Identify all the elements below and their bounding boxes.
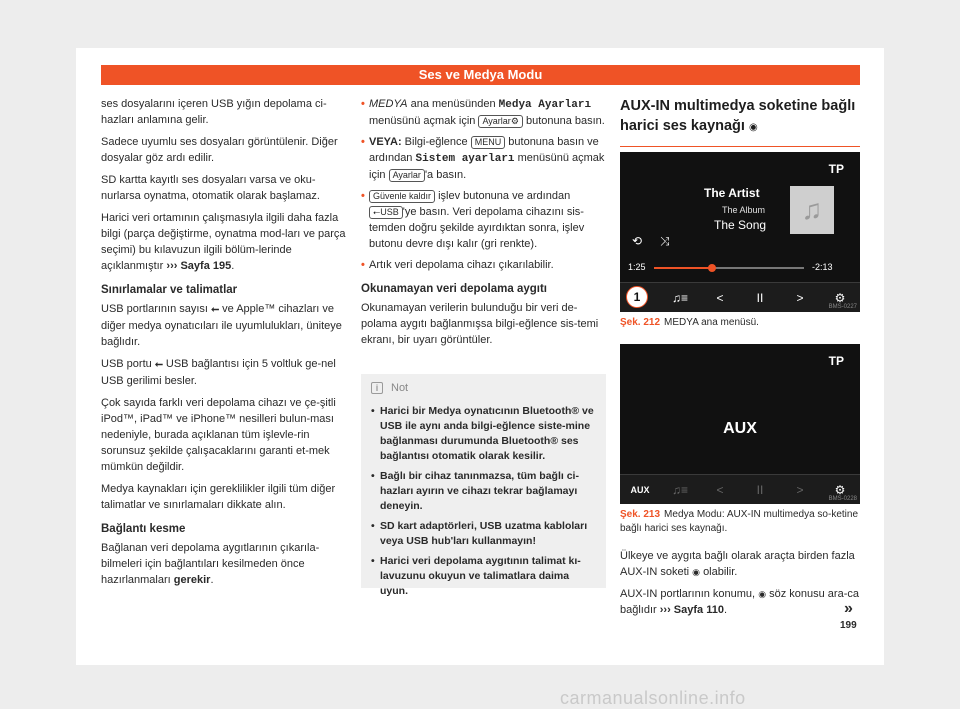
caption-text: MEDYA ana menüsü.: [664, 317, 759, 328]
aux-label: AUX: [723, 420, 757, 437]
section-header: Ses ve Medya Modu: [101, 65, 860, 85]
menu-button-label: MENU: [471, 136, 506, 149]
paragraph: ses dosyalarını içeren USB yığın depolama ci-hazları anlamına gelir.: [101, 98, 327, 126]
subheading: Bağlantı kesme: [101, 523, 186, 535]
figure-code: BMS-0228: [828, 496, 857, 502]
menu-label: Sistem ayarları: [415, 153, 515, 165]
tp-indicator: TP: [828, 162, 844, 176]
paragraph-text: olabilir.: [703, 566, 738, 578]
figure-aux-mode: [620, 344, 860, 504]
note-item: • SD kart adaptörleri, USB uzatma kabloları veya USB hub'ları kullanmayın!: [371, 519, 596, 549]
music-note-icon: ♫: [790, 186, 834, 234]
paragraph: Sadece uyumlu ses dosyaları görüntülenir. Diğer dosyalar göz ardı edilir.: [101, 136, 338, 164]
menu-label: Medya Ayarları: [498, 99, 592, 111]
step-text: menüsünü açmak için: [369, 115, 476, 127]
pause-icon: II: [756, 482, 764, 497]
album-name: The Album: [722, 205, 766, 215]
figure-media-main-menu: [620, 152, 860, 312]
caption-text: Medya Modu: AUX-IN multimedya so-ketine bağlı harici ses kaynağı.: [620, 509, 859, 534]
paragraph-text: Ülkeye ve aygıta bağlı olarak araçta birden fazla AUX-IN soketi: [620, 550, 855, 578]
step-text: Bilgi-eğlence: [404, 136, 468, 148]
paragraph: Harici veri ortamının çalışmasıyla ilgili daha fazla bilgi (parça değiştirme, oynatma mod-ları ve parça seçimi) bu kılavuzun ilgili bölüm-lerinde açıklanmıştır ››› Sayfa 195.: [101, 212, 346, 272]
previous-icon[interactable]: <: [716, 290, 724, 305]
paragraph: Çok sayıda farklı veri depolama cihazı ve çe-şitli iPod™, iPad™ ve iPhone™ nesilleri bulun-ması nedeniyle, burada açıklanan tüm işlevle-rin sorunsuz şekilde çalışacaklarını garanti et-mek mümkün değildir.: [101, 397, 336, 473]
continue-arrow: »: [844, 600, 853, 617]
column-left: [101, 96, 346, 594]
usb-button-label: [369, 206, 403, 219]
section-title-text: AUX-IN multimedya soketine bağlı harici ses kaynağı: [620, 98, 856, 134]
gear-icon[interactable]: ⚙: [834, 290, 846, 305]
emphasis: VEYA:: [369, 136, 402, 148]
progress-fill: [654, 267, 713, 269]
emphasis: gerekir: [173, 574, 211, 586]
paragraph-text: söz konusu ara-ca bağlıdır: [620, 588, 859, 616]
step-text: işlev butonuna ve ardından: [438, 190, 571, 202]
note-box: [361, 374, 606, 597]
step-item: • Artık veri depolama cihazı çıkarılabilir.: [361, 257, 606, 273]
watermark: carmanualsonline.info: [560, 688, 746, 708]
artist-name: The Artist: [704, 186, 760, 200]
tp-indicator: TP: [828, 354, 844, 368]
figure-label: Şek. 213: [620, 509, 661, 520]
media-control-bar: [620, 282, 860, 312]
figure-label: Şek. 212: [620, 317, 661, 328]
figure-caption: [620, 316, 860, 330]
usb-icon: ⭠: [154, 359, 163, 370]
progress-knob[interactable]: [708, 264, 716, 272]
page-reference-link[interactable]: ››› Sayfa 110: [659, 604, 724, 616]
step-text: butonuna basın.: [525, 115, 605, 127]
gear-icon[interactable]: ⚙: [834, 482, 846, 497]
step-text: ana menüsünden: [410, 98, 496, 110]
note-item: • Harici veri depolama aygıtının talimat kı-lavuzunu okuyun ve talimatlara daima uyun.: [371, 554, 596, 599]
playlist-icon: ♫≡: [671, 482, 688, 497]
info-icon: i: [371, 382, 383, 394]
step-item: [361, 96, 606, 129]
step-item: [361, 134, 606, 183]
paragraph: SD kartta kayıtlı ses dosyaları varsa ve oku-nurlarsa oynatma, otomatik olarak başlamaz.: [101, 174, 320, 202]
time-elapsed: 1:25: [628, 262, 646, 272]
column-right: [620, 96, 860, 159]
step-text: 'ye basın. Veri depolama cihazını sis-temden doğru şekilde ayırdıktan sonra, işlev butonu devre dışı kalır (gri renkte).: [369, 206, 585, 250]
gear-icon: ⚙: [510, 116, 519, 126]
paragraph: AUX-IN portlarının konumu, ◉ söz konusu ara-ca bağlıdır ››› Sayfa 110.: [620, 588, 859, 616]
paragraph-text: USB bağlantısı için 5 voltluk ge-nel USB gerilimi besler.: [101, 358, 336, 387]
settings-button-label: [478, 115, 522, 128]
repeat-icon[interactable]: ⟲: [632, 234, 643, 248]
subheading: Okunamayan veri depolama aygıtı: [361, 283, 547, 295]
callout-marker: 1: [626, 286, 648, 308]
figure-code: BMS-0227: [828, 304, 857, 310]
paragraph: Medya kaynakları için gereklilikler ilgili tüm diğer talimatlar ve sınırlamaları dikkate alın.: [101, 483, 336, 511]
shuffle-icon[interactable]: ⤨: [660, 234, 670, 248]
paragraph: [101, 356, 346, 389]
settings-button-label: Ayarlar: [389, 169, 425, 182]
column-right-text: [620, 548, 860, 624]
step-item: [361, 188, 606, 252]
note-title: Not: [391, 382, 409, 394]
usb-icon: ⭠: [373, 207, 381, 217]
aux-source-button[interactable]: AUX: [630, 484, 650, 495]
playlist-icon[interactable]: ♫≡: [671, 290, 688, 305]
paragraph-text: AUX-IN portlarının konumu,: [620, 588, 756, 600]
step-text: menüsünü açmak için: [369, 152, 605, 181]
paragraph-text: USB portlarının sayısı: [101, 303, 208, 315]
next-icon: >: [796, 482, 804, 497]
paragraph-text: Harici veri ortamının çalışmasıyla ilgili daha fazla bilgi (parça değiştirme, oynatma mod-ları ve parça seçimi) bu kılavuzun ilgili bölüm-lerinde açıklanmıştır: [101, 212, 346, 272]
note-item: • Harici bir Medya oynatıcının Bluetooth® ve USB ile aynı anda bilgi-eğlence siste-mine bağlanması durumunda Bluetooth® ses bağlantısı otomatik olarak kesilir.: [371, 404, 596, 464]
column-middle: [361, 96, 606, 354]
next-icon[interactable]: >: [796, 290, 804, 305]
page-number: 199: [840, 620, 857, 631]
progress-bar[interactable]: [654, 267, 804, 269]
paragraph: Bağlanan veri depolama aygıtlarının çıkarıla-bilmeleri için bağlantıları kesilmeden önce hazırlanmaları gerekir.: [101, 542, 320, 586]
button-text: Ayarlar: [482, 116, 511, 126]
section-title: [620, 96, 860, 147]
figure-caption: [620, 508, 860, 536]
aux-socket-icon: ◉: [748, 122, 758, 133]
paragraph: Okunamayan verilerin bulunduğu bir veri de-polama aygıtı bağlanmışsa bilgi-eğlence sis-temi ekranı, bir uyarı görüntüler.: [361, 302, 599, 346]
step-text: butonuna basın ve ardından: [369, 136, 599, 164]
aux-socket-icon: ◉: [692, 567, 700, 577]
media-control-bar: [620, 474, 860, 504]
step-text: 'a basın.: [424, 169, 467, 181]
safe-remove-button-label: Güvenle kaldır: [369, 190, 435, 203]
paragraph-text: USB portu: [101, 358, 152, 370]
pause-icon[interactable]: II: [756, 290, 764, 305]
paragraph: [101, 301, 346, 350]
note-item: • Bağlı bir cihaz tanınmazsa, tüm bağlı ci-hazları ayırın ve cihazı tekrar bağlamayı deneyin.: [371, 469, 596, 514]
note-header: [371, 382, 596, 394]
paragraph-text: Bağlanan veri depolama aygıtlarının çıkarıla-bilmeleri için bağlantıları kesilmeden önce hazırlanmaları: [101, 542, 320, 586]
menu-name: MEDYA: [369, 98, 408, 110]
page-reference-link[interactable]: ››› Sayfa 195: [166, 260, 232, 272]
paragraph: [620, 548, 860, 580]
time-remaining: -2:13: [812, 262, 833, 272]
usb-icon: ⭠: [211, 304, 220, 315]
previous-icon: <: [716, 482, 724, 497]
button-text: USB: [380, 207, 399, 217]
paragraph-text: ve Apple™ cihazları ve diğer medya oynatıcıları ile uyumlulukları, üniteye bağlıdır.: [101, 303, 342, 348]
subheading: Sınırlamalar ve talimatlar: [101, 284, 238, 296]
aux-socket-icon: ◉: [758, 589, 767, 599]
song-name: The Song: [714, 218, 767, 232]
